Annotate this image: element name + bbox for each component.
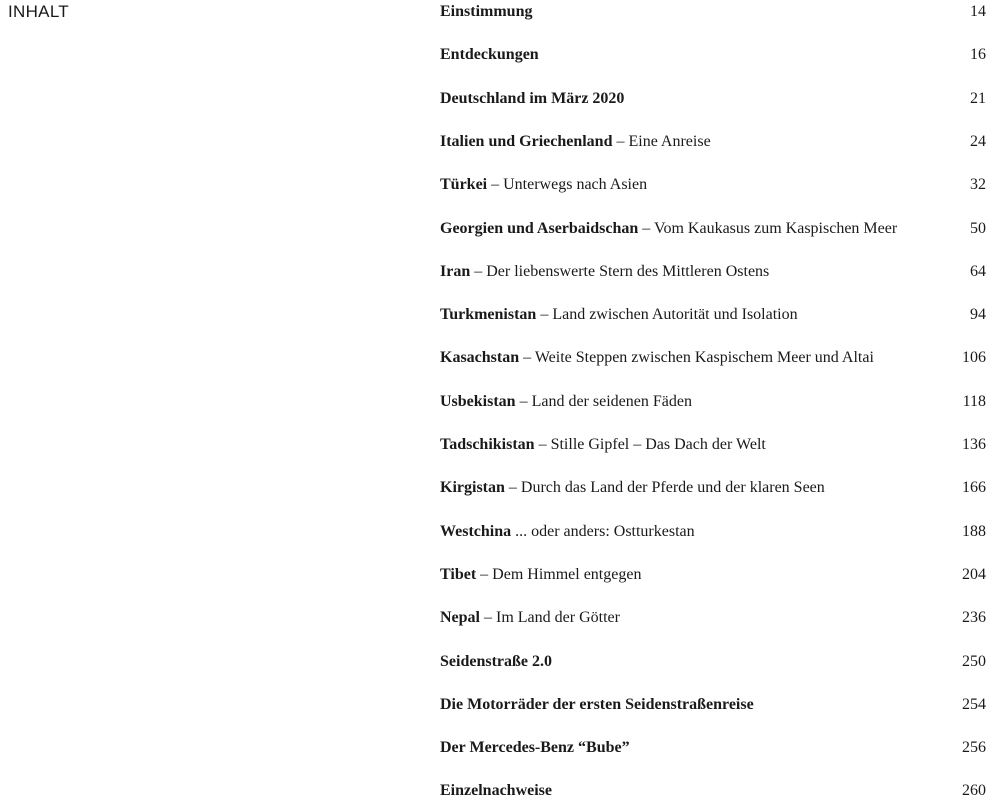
toc-entry-title: Iran (440, 262, 471, 280)
toc-entry-title: Georgien und Aserbaidschan (440, 219, 639, 237)
toc-entry[interactable] (440, 130, 986, 154)
toc-entry[interactable] (440, 736, 986, 760)
toc-entry-page-number: 204 (962, 565, 986, 583)
toc-entry[interactable] (440, 346, 986, 370)
toc-entry[interactable] (440, 390, 986, 414)
toc-entry-title: Seidenstraße 2.0 (440, 652, 552, 670)
toc-entry-subtitle: – Stille Gipfel – Das Dach der Welt (534, 436, 766, 453)
toc-entry-page-number: 14 (970, 3, 986, 20)
toc-entry-subtitle: ... oder anders: Ostturkestan (511, 522, 695, 540)
toc-entry-page-number: 188 (962, 522, 986, 540)
toc-entry-page-number: 136 (962, 436, 986, 453)
toc-entry-subtitle: – Durch das Land der Pferde und der klaren Seen (504, 479, 825, 497)
toc-entry-title: Einstimmung (440, 3, 533, 20)
toc-entry-subtitle: – Eine Anreise (612, 132, 711, 150)
toc-entry-page-number: 16 (970, 46, 986, 64)
toc-entry-page-number: 260 (962, 782, 986, 800)
toc-entry-title: Tadschikistan (440, 436, 535, 453)
toc-entry[interactable] (440, 303, 986, 327)
toc-entry-title: Einzelnachweise (440, 782, 552, 800)
toc-entry-title: Deutschland im März 2020 (440, 89, 625, 107)
toc-entry-page-number: 166 (962, 479, 986, 497)
toc-entry-title: Der Mercedes-Benz “Bube” (440, 739, 630, 757)
toc-entry-title: Nepal (440, 609, 480, 627)
toc-entry-page-number: 118 (962, 392, 986, 410)
toc-entry-subtitle: – Land zwischen Autorität und Isolation (536, 306, 798, 324)
toc-entry-subtitle: – Land der seidenen Fäden (515, 392, 692, 410)
toc-entry-page-number: 64 (970, 262, 986, 280)
toc-entry[interactable] (440, 217, 986, 241)
toc-entry-page-number: 236 (962, 609, 986, 627)
toc-entry-subtitle: – Im Land der Götter (480, 609, 620, 627)
toc-entry-title: Kirgistan (440, 479, 505, 497)
toc-entry[interactable] (440, 43, 986, 67)
toc-entry[interactable] (440, 87, 986, 111)
toc-entry-title: Tibet (440, 565, 477, 583)
toc-entry-subtitle: – Unterwegs nach Asien (487, 176, 648, 194)
toc-entry-title: Entdeckungen (440, 46, 539, 64)
toc-entry-title: Westchina (440, 522, 512, 540)
toc-entry-subtitle: – Weite Steppen zwischen Kaspischem Meer und Altai (519, 349, 874, 367)
toc-entry[interactable] (440, 520, 986, 544)
toc-entry[interactable] (440, 0, 986, 24)
toc-entry-page-number: 106 (962, 349, 986, 367)
toc-entry-title: Usbekistan (440, 392, 516, 410)
toc-entry-subtitle: – Der liebenswerte Stern des Mittleren Ostens (470, 262, 770, 280)
toc-entry-page-number: 32 (970, 176, 986, 194)
toc-entry-page-number: 254 (962, 695, 986, 713)
toc-entry[interactable] (440, 563, 986, 587)
toc-entry-title: Kasachstan (440, 349, 520, 367)
toc-entry-page-number: 21 (970, 89, 986, 107)
toc-entry-title: Turkmenistan (440, 306, 537, 324)
toc-entry-page-number: 256 (962, 739, 986, 757)
toc-entry[interactable] (440, 260, 986, 284)
toc-entry-subtitle: – Vom Kaukasus zum Kaspischen Meer (638, 219, 898, 237)
toc-entry-title: Die Motorräder der ersten Seidenstraßenreise (440, 695, 754, 713)
toc-entry-page-number: 50 (970, 219, 986, 237)
page-heading: INHALT (8, 2, 69, 21)
toc-entry-page-number: 250 (962, 652, 986, 670)
toc-entry[interactable] (440, 476, 986, 500)
toc-entry[interactable] (440, 433, 986, 457)
toc-entry[interactable] (440, 779, 986, 803)
toc-entry-page-number: 94 (970, 306, 986, 324)
toc-entry-title: Italien und Griechenland (440, 132, 613, 150)
toc-entry-subtitle: – Dem Himmel entgegen (476, 565, 642, 583)
toc-entry-title: Türkei (440, 176, 488, 194)
toc-entry[interactable] (440, 650, 986, 674)
toc-entry-page-number: 24 (970, 132, 986, 150)
toc-entry[interactable] (440, 606, 986, 630)
toc-entry[interactable] (440, 173, 986, 197)
toc-entry[interactable] (440, 693, 986, 717)
